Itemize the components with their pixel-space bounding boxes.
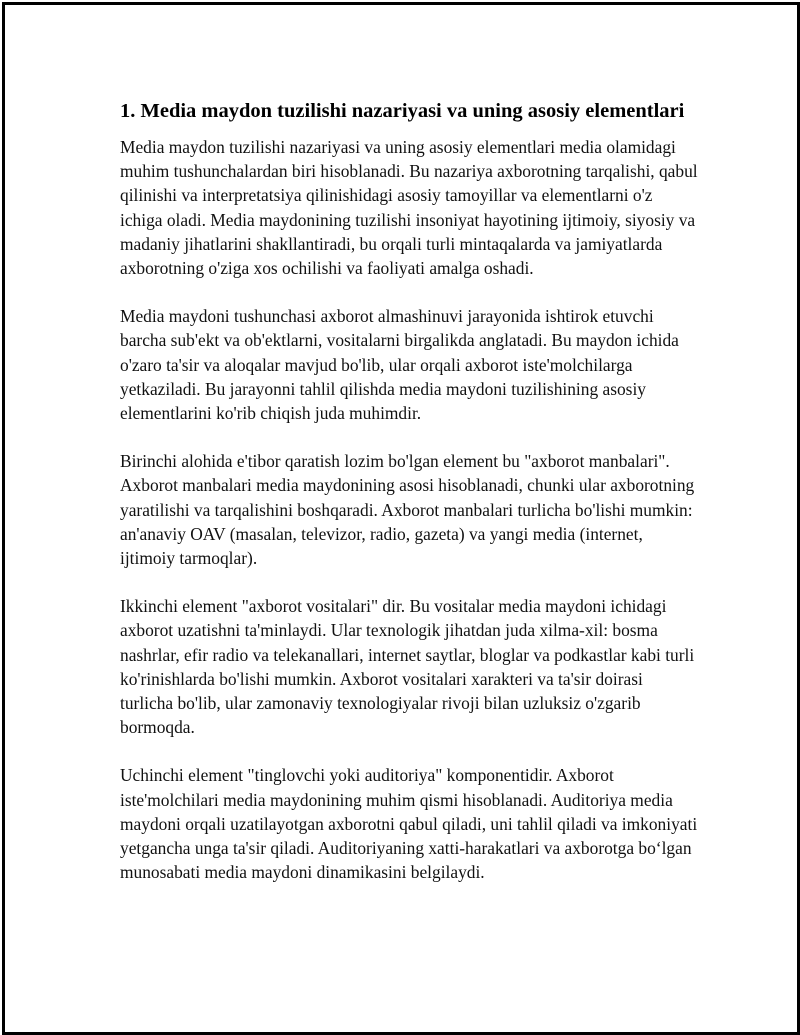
paragraph-4: Ikkinchi element "axborot vositalari" dir. Bu vositalar media maydoni ichidagi axborot uzatishni ta'minlaydi. Ular texnologik jihatdan juda xilma-xil: bosma nashrlar, efir radio va telekanallari, internet saytlar, bloglar va podkastlar kabi turli ko'rinishlarda bo'lishi mumkin. Axborot vositalari xarakteri va ta'sir doirasi turlicha bo'lib, ular zamonaviy texnologiyalar rivoji bilan uzluksiz o'zgarib bormoqda. [120, 596, 695, 738]
paragraph-5: Uchinchi element "tinglovchi yoki auditoriya" komponentidir. Axborot iste'molchilari media maydonining muhim qismi hisoblanadi. Auditoriya media maydoni orqali uzatilayotgan axborotni qabul qiladi, uni tahlil qiladi va imkoniyati yetgancha unga ta'sir qiladi. Auditoriyaning xatti-harakatlari va axborotga bo‘lgan munosabati media maydoni dinamikasini belgilaydi. [120, 765, 698, 883]
document-body [120, 98, 698, 908]
paragraph-3: Birinchi alohida e'tibor qaratish lozim bo'lgan element bu "axborot manbalari". Axborot manbalari media maydonining asosi hisoblanadi, chunki ular axborotning yaratilishi va tarqalishini boshqaradi. Axborot manbalari turlicha bo'lishi mumkin: an'anaviy OAV (masalan, televizor, radio, gazeta) va yangi media (internet, ijtimoiy tarmoqlar). [120, 451, 695, 569]
page-frame [2, 2, 800, 1035]
paragraph-2: Media maydoni tushunchasi axborot almashinuvi jarayonida ishtirok etuvchi barcha sub'ekt va ob'ektlarni, vositalarni birgalikda anglatadi. Bu maydon ichida o'zaro ta'sir va aloqalar mavjud bo'lib, ular orqali axborot iste'molchilarga yetkaziladi. Bu jarayonni tahlil qilishda media maydoni tuzilishining asosiy elementlarini ko'rib chiqish juda muhimdir. [120, 306, 679, 424]
paragraph-1: Media maydon tuzilishi nazariyasi va uning asosiy elementlari media olamidagi muhim tushunchalardan biri hisoblanadi. Bu nazariya axborotning tarqalishi, qabul qilinishi va interpretatsiya qilinishidagi asosiy tamoyillar va elementlarni o'z ichiga oladi. Media maydonining tuzilishi insoniyat hayotining ijtimoiy, siyosiy va madaniy jihatlarini shakllantiradi, bu orqali turli mintaqalarda va jamiyatlarda axborotning o'ziga xos ochilishi va faoliyati amalga oshadi. [120, 137, 698, 279]
section-heading: 1. Media maydon tuzilishi nazariyasi va uning asosiy elementlari [120, 100, 685, 122]
